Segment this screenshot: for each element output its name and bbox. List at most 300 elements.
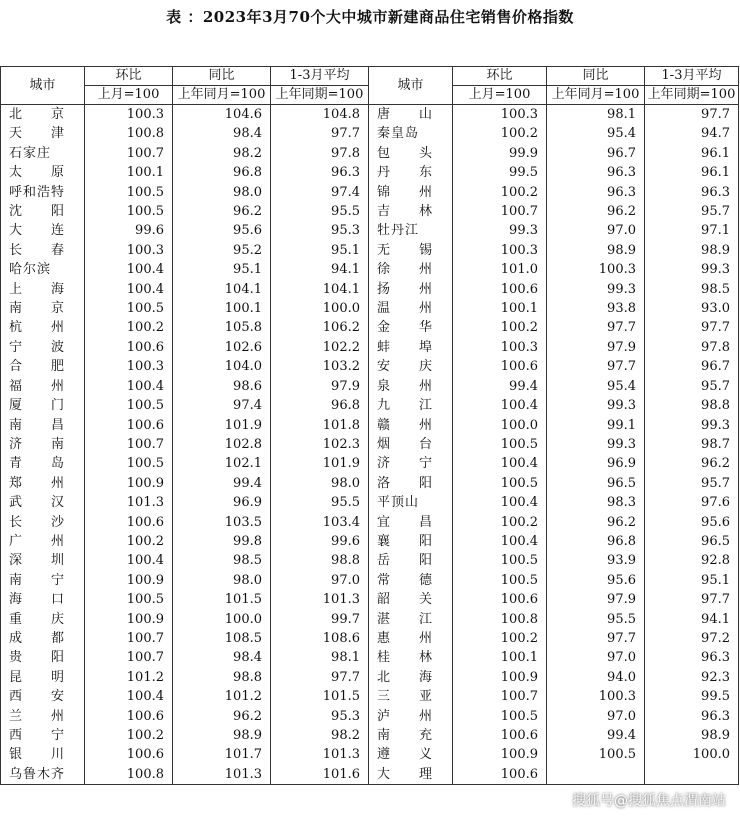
right-mom-value: 100.7 xyxy=(453,202,547,221)
left-city-name: 厦 门 xyxy=(1,396,85,415)
right-yoy-value: 99.3 xyxy=(547,280,645,299)
right-avg-value: 93.0 xyxy=(645,299,739,318)
right-city-name: 烟 台 xyxy=(369,435,453,454)
left-city-name: 杭 州 xyxy=(1,318,85,337)
right-yoy-value: 93.9 xyxy=(547,551,645,570)
table-row xyxy=(1,454,739,473)
left-yoy-value: 102.1 xyxy=(173,454,271,473)
left-yoy-value: 98.5 xyxy=(173,551,271,570)
right-city-name: 九 江 xyxy=(369,396,453,415)
right-yoy-value: 96.3 xyxy=(547,163,645,182)
right-mom-value: 100.4 xyxy=(453,454,547,473)
left-yoy-value: 101.9 xyxy=(173,416,271,435)
right-avg-value: 98.9 xyxy=(645,241,739,260)
right-avg-value: 97.7 xyxy=(645,105,739,125)
mom-header-left: 环比 xyxy=(85,67,173,86)
left-mom-value: 100.7 xyxy=(85,629,173,648)
right-avg-value: 97.1 xyxy=(645,221,739,240)
right-mom-value: 100.2 xyxy=(453,183,547,202)
right-city-name: 三 亚 xyxy=(369,687,453,706)
right-city-name: 锦 州 xyxy=(369,183,453,202)
left-mom-value: 101.3 xyxy=(85,493,173,512)
right-mom-value: 100.3 xyxy=(453,241,547,260)
left-city-name: 深 圳 xyxy=(1,551,85,570)
left-yoy-value: 95.6 xyxy=(173,221,271,240)
right-avg-value: 98.9 xyxy=(645,726,739,745)
left-yoy-value: 96.9 xyxy=(173,493,271,512)
right-yoy-value: 97.0 xyxy=(547,648,645,667)
left-mom-value: 100.5 xyxy=(85,183,173,202)
right-mom-value: 100.9 xyxy=(453,668,547,687)
avg-header-left: 1-3月平均 xyxy=(271,67,369,86)
right-avg-value: 98.8 xyxy=(645,396,739,415)
left-yoy-value: 96.8 xyxy=(173,163,271,182)
left-city-name: 大 连 xyxy=(1,221,85,240)
city-header-right: 城市 xyxy=(369,67,453,105)
right-city-name: 金 华 xyxy=(369,318,453,337)
left-yoy-value: 96.2 xyxy=(173,202,271,221)
right-mom-value: 100.6 xyxy=(453,590,547,609)
table-row xyxy=(1,726,739,745)
left-mom-value: 100.4 xyxy=(85,377,173,396)
right-avg-value: 99.3 xyxy=(645,416,739,435)
right-avg-value: 97.6 xyxy=(645,493,739,512)
table-row xyxy=(1,124,739,143)
right-avg-value: 97.2 xyxy=(645,629,739,648)
left-avg-value: 96.3 xyxy=(271,163,369,182)
table-row xyxy=(1,202,739,221)
right-city-name: 丹 东 xyxy=(369,163,453,182)
table-row xyxy=(1,745,739,764)
right-city-name: 徐 州 xyxy=(369,260,453,279)
left-city-name: 昆 明 xyxy=(1,668,85,687)
right-city-name: 平顶山 xyxy=(369,493,453,512)
right-city-name: 大 理 xyxy=(369,765,453,785)
right-city-name: 赣 州 xyxy=(369,416,453,435)
table-row xyxy=(1,493,739,512)
avg-subheader-right: 上年同期=100 xyxy=(645,86,739,105)
left-yoy-value: 101.5 xyxy=(173,590,271,609)
left-mom-value: 100.1 xyxy=(85,163,173,182)
left-yoy-value: 98.6 xyxy=(173,377,271,396)
left-avg-value: 96.8 xyxy=(271,396,369,415)
right-yoy-value: 100.3 xyxy=(547,687,645,706)
right-mom-value: 100.6 xyxy=(453,726,547,745)
left-yoy-value: 98.8 xyxy=(173,668,271,687)
right-avg-value: 99.3 xyxy=(645,260,739,279)
mom-subheader-left: 上月=100 xyxy=(85,86,173,105)
right-avg-value: 96.1 xyxy=(645,163,739,182)
left-mom-value: 100.2 xyxy=(85,318,173,337)
table-row xyxy=(1,338,739,357)
avg-header-right: 1-3月平均 xyxy=(645,67,739,86)
right-mom-value: 100.7 xyxy=(453,687,547,706)
right-mom-value: 100.4 xyxy=(453,493,547,512)
left-city-name: 重 庆 xyxy=(1,610,85,629)
table-row xyxy=(1,377,739,396)
left-yoy-value: 102.6 xyxy=(173,338,271,357)
left-yoy-value: 95.2 xyxy=(173,241,271,260)
yoy-subheader-right: 上年同月=100 xyxy=(547,86,645,105)
right-yoy-value: 98.1 xyxy=(547,105,645,125)
right-avg-value: 96.1 xyxy=(645,144,739,163)
left-mom-value: 100.2 xyxy=(85,532,173,551)
left-yoy-value: 101.3 xyxy=(173,765,271,785)
right-city-name: 桂 林 xyxy=(369,648,453,667)
left-mom-value: 100.2 xyxy=(85,726,173,745)
left-city-name: 郑 州 xyxy=(1,474,85,493)
right-avg-value: 95.1 xyxy=(645,571,739,590)
left-mom-value: 100.6 xyxy=(85,745,173,764)
right-mom-value: 100.6 xyxy=(453,765,547,785)
table-row xyxy=(1,590,739,609)
table-row xyxy=(1,280,739,299)
right-city-name: 吉 林 xyxy=(369,202,453,221)
left-mom-value: 100.7 xyxy=(85,144,173,163)
right-city-name: 宜 昌 xyxy=(369,513,453,532)
left-mom-value: 100.5 xyxy=(85,202,173,221)
left-city-name: 呼和浩特 xyxy=(1,183,85,202)
table-row xyxy=(1,474,739,493)
right-city-name: 牡丹江 xyxy=(369,221,453,240)
left-avg-value: 97.4 xyxy=(271,183,369,202)
right-mom-value: 100.5 xyxy=(453,435,547,454)
right-city-name: 南 充 xyxy=(369,726,453,745)
left-avg-value: 103.2 xyxy=(271,357,369,376)
left-city-name: 西 安 xyxy=(1,687,85,706)
table-row xyxy=(1,416,739,435)
left-mom-value: 100.8 xyxy=(85,765,173,785)
left-avg-value: 100.0 xyxy=(271,299,369,318)
left-mom-value: 100.4 xyxy=(85,260,173,279)
right-avg-value: 98.5 xyxy=(645,280,739,299)
right-mom-value: 100.6 xyxy=(453,280,547,299)
left-city-name: 南 京 xyxy=(1,299,85,318)
right-avg-value: 95.7 xyxy=(645,377,739,396)
city-header-left: 城市 xyxy=(1,67,85,105)
left-mom-value: 100.5 xyxy=(85,590,173,609)
left-yoy-value: 98.9 xyxy=(173,726,271,745)
left-avg-value: 95.5 xyxy=(271,202,369,221)
left-yoy-value: 103.5 xyxy=(173,513,271,532)
left-yoy-value: 104.6 xyxy=(173,105,271,125)
table-row xyxy=(1,513,739,532)
left-mom-value: 100.9 xyxy=(85,610,173,629)
right-yoy-value: 96.7 xyxy=(547,144,645,163)
table-body xyxy=(1,105,739,785)
table-row xyxy=(1,571,739,590)
left-yoy-value: 98.4 xyxy=(173,124,271,143)
right-mom-value: 100.1 xyxy=(453,648,547,667)
left-mom-value: 100.7 xyxy=(85,648,173,667)
right-yoy-value: 96.2 xyxy=(547,202,645,221)
table-row xyxy=(1,610,739,629)
right-mom-value: 100.5 xyxy=(453,707,547,726)
right-city-name: 扬 州 xyxy=(369,280,453,299)
left-yoy-value: 98.4 xyxy=(173,648,271,667)
left-city-name: 西 宁 xyxy=(1,726,85,745)
left-yoy-value: 96.2 xyxy=(173,707,271,726)
left-avg-value: 108.6 xyxy=(271,629,369,648)
table-row xyxy=(1,707,739,726)
table-row xyxy=(1,318,739,337)
right-city-name: 岳 阳 xyxy=(369,551,453,570)
right-yoy-value: 99.3 xyxy=(547,396,645,415)
right-yoy-value: 95.4 xyxy=(547,377,645,396)
left-city-name: 太 原 xyxy=(1,163,85,182)
right-avg-value: 97.7 xyxy=(645,590,739,609)
left-mom-value: 100.6 xyxy=(85,338,173,357)
right-avg-value: 96.3 xyxy=(645,707,739,726)
table-row xyxy=(1,551,739,570)
right-mom-value: 100.3 xyxy=(453,338,547,357)
left-avg-value: 101.6 xyxy=(271,765,369,785)
right-avg-value: 100.0 xyxy=(645,745,739,764)
right-mom-value: 100.0 xyxy=(453,416,547,435)
mom-header-right: 环比 xyxy=(453,67,547,86)
left-mom-value: 100.4 xyxy=(85,551,173,570)
yoy-subheader-left: 上年同月=100 xyxy=(173,86,271,105)
right-avg-value: 96.5 xyxy=(645,532,739,551)
right-yoy-value: 98.9 xyxy=(547,241,645,260)
left-yoy-value: 100.1 xyxy=(173,299,271,318)
right-avg-value: 96.3 xyxy=(645,183,739,202)
right-avg-value: 98.7 xyxy=(645,435,739,454)
left-yoy-value: 95.1 xyxy=(173,260,271,279)
right-yoy-value: 97.9 xyxy=(547,590,645,609)
right-mom-value: 100.2 xyxy=(453,629,547,648)
left-avg-value: 98.0 xyxy=(271,474,369,493)
left-city-name: 贵 阳 xyxy=(1,648,85,667)
left-city-name: 石家庄 xyxy=(1,144,85,163)
right-city-name: 湛 江 xyxy=(369,610,453,629)
left-yoy-value: 98.2 xyxy=(173,144,271,163)
left-city-name: 沈 阳 xyxy=(1,202,85,221)
left-city-name: 青 岛 xyxy=(1,454,85,473)
right-yoy-value: 97.0 xyxy=(547,221,645,240)
left-avg-value: 94.1 xyxy=(271,260,369,279)
left-city-name: 天 津 xyxy=(1,124,85,143)
right-mom-value: 100.4 xyxy=(453,532,547,551)
left-avg-value: 102.3 xyxy=(271,435,369,454)
right-city-name: 唐 山 xyxy=(369,105,453,125)
left-avg-value: 99.7 xyxy=(271,610,369,629)
right-avg-value: 97.8 xyxy=(645,338,739,357)
left-city-name: 成 都 xyxy=(1,629,85,648)
left-avg-value: 98.8 xyxy=(271,551,369,570)
left-avg-value: 106.2 xyxy=(271,318,369,337)
table-row xyxy=(1,532,739,551)
left-mom-value: 100.7 xyxy=(85,435,173,454)
left-mom-value: 100.5 xyxy=(85,299,173,318)
left-avg-value: 95.3 xyxy=(271,707,369,726)
yoy-header-left: 同比 xyxy=(173,67,271,86)
right-yoy-value: 100.3 xyxy=(547,260,645,279)
right-avg-value: 94.1 xyxy=(645,610,739,629)
left-yoy-value: 99.4 xyxy=(173,474,271,493)
right-city-name: 常 德 xyxy=(369,571,453,590)
right-mom-value: 100.5 xyxy=(453,474,547,493)
right-mom-value: 100.3 xyxy=(453,105,547,125)
yoy-header-right: 同比 xyxy=(547,67,645,86)
left-avg-value: 97.7 xyxy=(271,668,369,687)
left-avg-value: 101.3 xyxy=(271,590,369,609)
left-mom-value: 100.5 xyxy=(85,396,173,415)
left-yoy-value: 108.5 xyxy=(173,629,271,648)
left-mom-value: 100.9 xyxy=(85,474,173,493)
right-yoy-value: 99.4 xyxy=(547,726,645,745)
right-mom-value: 100.5 xyxy=(453,571,547,590)
table-row xyxy=(1,687,739,706)
left-mom-value: 100.4 xyxy=(85,687,173,706)
table-title: 表 ：2023年3月70个大中城市新建商品住宅销售价格指数 xyxy=(166,8,574,26)
right-avg-value xyxy=(645,765,739,785)
left-yoy-value: 105.8 xyxy=(173,318,271,337)
right-yoy-value: 97.7 xyxy=(547,318,645,337)
left-yoy-value: 100.0 xyxy=(173,610,271,629)
left-city-name: 南 昌 xyxy=(1,416,85,435)
left-avg-value: 95.3 xyxy=(271,221,369,240)
left-mom-value: 100.6 xyxy=(85,707,173,726)
right-mom-value: 100.2 xyxy=(453,124,547,143)
left-mom-value: 100.5 xyxy=(85,454,173,473)
right-yoy-value: 97.7 xyxy=(547,629,645,648)
right-city-name: 襄 阳 xyxy=(369,532,453,551)
right-avg-value: 96.3 xyxy=(645,648,739,667)
left-mom-value: 101.2 xyxy=(85,668,173,687)
table-row xyxy=(1,260,739,279)
left-city-name: 长 春 xyxy=(1,241,85,260)
right-city-name: 无 锡 xyxy=(369,241,453,260)
right-avg-value: 97.7 xyxy=(645,318,739,337)
left-avg-value: 102.2 xyxy=(271,338,369,357)
right-yoy-value: 96.3 xyxy=(547,183,645,202)
mom-subheader-right: 上月=100 xyxy=(453,86,547,105)
left-mom-value: 100.3 xyxy=(85,241,173,260)
right-mom-value: 101.0 xyxy=(453,260,547,279)
left-yoy-value: 102.8 xyxy=(173,435,271,454)
left-city-name: 济 南 xyxy=(1,435,85,454)
right-avg-value: 95.6 xyxy=(645,513,739,532)
left-yoy-value: 98.0 xyxy=(173,571,271,590)
right-yoy-value: 97.9 xyxy=(547,338,645,357)
right-city-name: 蚌 埠 xyxy=(369,338,453,357)
left-city-name: 广 州 xyxy=(1,532,85,551)
right-mom-value: 100.1 xyxy=(453,299,547,318)
table-row xyxy=(1,357,739,376)
right-avg-value: 92.8 xyxy=(645,551,739,570)
left-yoy-value: 98.0 xyxy=(173,183,271,202)
left-avg-value: 101.9 xyxy=(271,454,369,473)
left-city-name: 乌鲁木齐 xyxy=(1,765,85,785)
right-avg-value: 95.7 xyxy=(645,202,739,221)
right-avg-value: 96.2 xyxy=(645,454,739,473)
table-row xyxy=(1,629,739,648)
left-city-name: 南 宁 xyxy=(1,571,85,590)
left-mom-value: 100.3 xyxy=(85,105,173,125)
left-avg-value: 98.1 xyxy=(271,648,369,667)
left-avg-value: 95.1 xyxy=(271,241,369,260)
right-mom-value: 99.3 xyxy=(453,221,547,240)
right-yoy-value: 98.3 xyxy=(547,493,645,512)
right-city-name: 惠 州 xyxy=(369,629,453,648)
right-yoy-value: 95.4 xyxy=(547,124,645,143)
left-city-name: 哈尔滨 xyxy=(1,260,85,279)
left-city-name: 海 口 xyxy=(1,590,85,609)
left-avg-value: 104.8 xyxy=(271,105,369,125)
table-row xyxy=(1,668,739,687)
table-row xyxy=(1,144,739,163)
left-avg-value: 101.3 xyxy=(271,745,369,764)
right-city-name: 泉 州 xyxy=(369,377,453,396)
right-mom-value: 100.5 xyxy=(453,551,547,570)
right-mom-value: 100.9 xyxy=(453,745,547,764)
right-city-name: 洛 阳 xyxy=(369,474,453,493)
left-mom-value: 100.9 xyxy=(85,571,173,590)
left-yoy-value: 104.1 xyxy=(173,280,271,299)
right-yoy-value: 99.3 xyxy=(547,435,645,454)
right-mom-value: 100.8 xyxy=(453,610,547,629)
left-avg-value: 98.2 xyxy=(271,726,369,745)
left-avg-value: 99.6 xyxy=(271,532,369,551)
right-city-name: 包 头 xyxy=(369,144,453,163)
left-mom-value: 100.6 xyxy=(85,416,173,435)
table-row xyxy=(1,299,739,318)
left-mom-value: 100.3 xyxy=(85,357,173,376)
left-avg-value: 104.1 xyxy=(271,280,369,299)
left-mom-value: 100.8 xyxy=(85,124,173,143)
left-mom-value: 100.4 xyxy=(85,280,173,299)
right-city-name: 韶 关 xyxy=(369,590,453,609)
right-mom-value: 100.6 xyxy=(453,357,547,376)
left-city-name: 长 沙 xyxy=(1,513,85,532)
left-mom-value: 100.6 xyxy=(85,513,173,532)
table-row xyxy=(1,241,739,260)
left-avg-value: 97.9 xyxy=(271,377,369,396)
left-city-name: 银 川 xyxy=(1,745,85,764)
right-mom-value: 99.9 xyxy=(453,144,547,163)
right-avg-value: 99.5 xyxy=(645,687,739,706)
right-yoy-value: 94.0 xyxy=(547,668,645,687)
table-row xyxy=(1,648,739,667)
right-mom-value: 99.5 xyxy=(453,163,547,182)
left-yoy-value: 101.7 xyxy=(173,745,271,764)
table-row xyxy=(1,105,739,125)
right-city-name: 安 庆 xyxy=(369,357,453,376)
right-avg-value: 94.7 xyxy=(645,124,739,143)
right-mom-value: 100.2 xyxy=(453,318,547,337)
right-mom-value: 99.4 xyxy=(453,377,547,396)
avg-subheader-left: 上年同期=100 xyxy=(271,86,369,105)
right-yoy-value xyxy=(547,765,645,785)
left-avg-value: 97.7 xyxy=(271,124,369,143)
table-row xyxy=(1,396,739,415)
right-city-name: 北 海 xyxy=(369,668,453,687)
table-row xyxy=(1,183,739,202)
right-yoy-value: 95.5 xyxy=(547,610,645,629)
table-row xyxy=(1,221,739,240)
left-avg-value: 97.8 xyxy=(271,144,369,163)
right-city-name: 遵 义 xyxy=(369,745,453,764)
left-avg-value: 97.0 xyxy=(271,571,369,590)
right-yoy-value: 96.9 xyxy=(547,454,645,473)
left-yoy-value: 97.4 xyxy=(173,396,271,415)
table-row xyxy=(1,435,739,454)
left-city-name: 北 京 xyxy=(1,105,85,125)
right-yoy-value: 96.2 xyxy=(547,513,645,532)
right-avg-value: 92.3 xyxy=(645,668,739,687)
right-city-name: 秦皇岛 xyxy=(369,124,453,143)
